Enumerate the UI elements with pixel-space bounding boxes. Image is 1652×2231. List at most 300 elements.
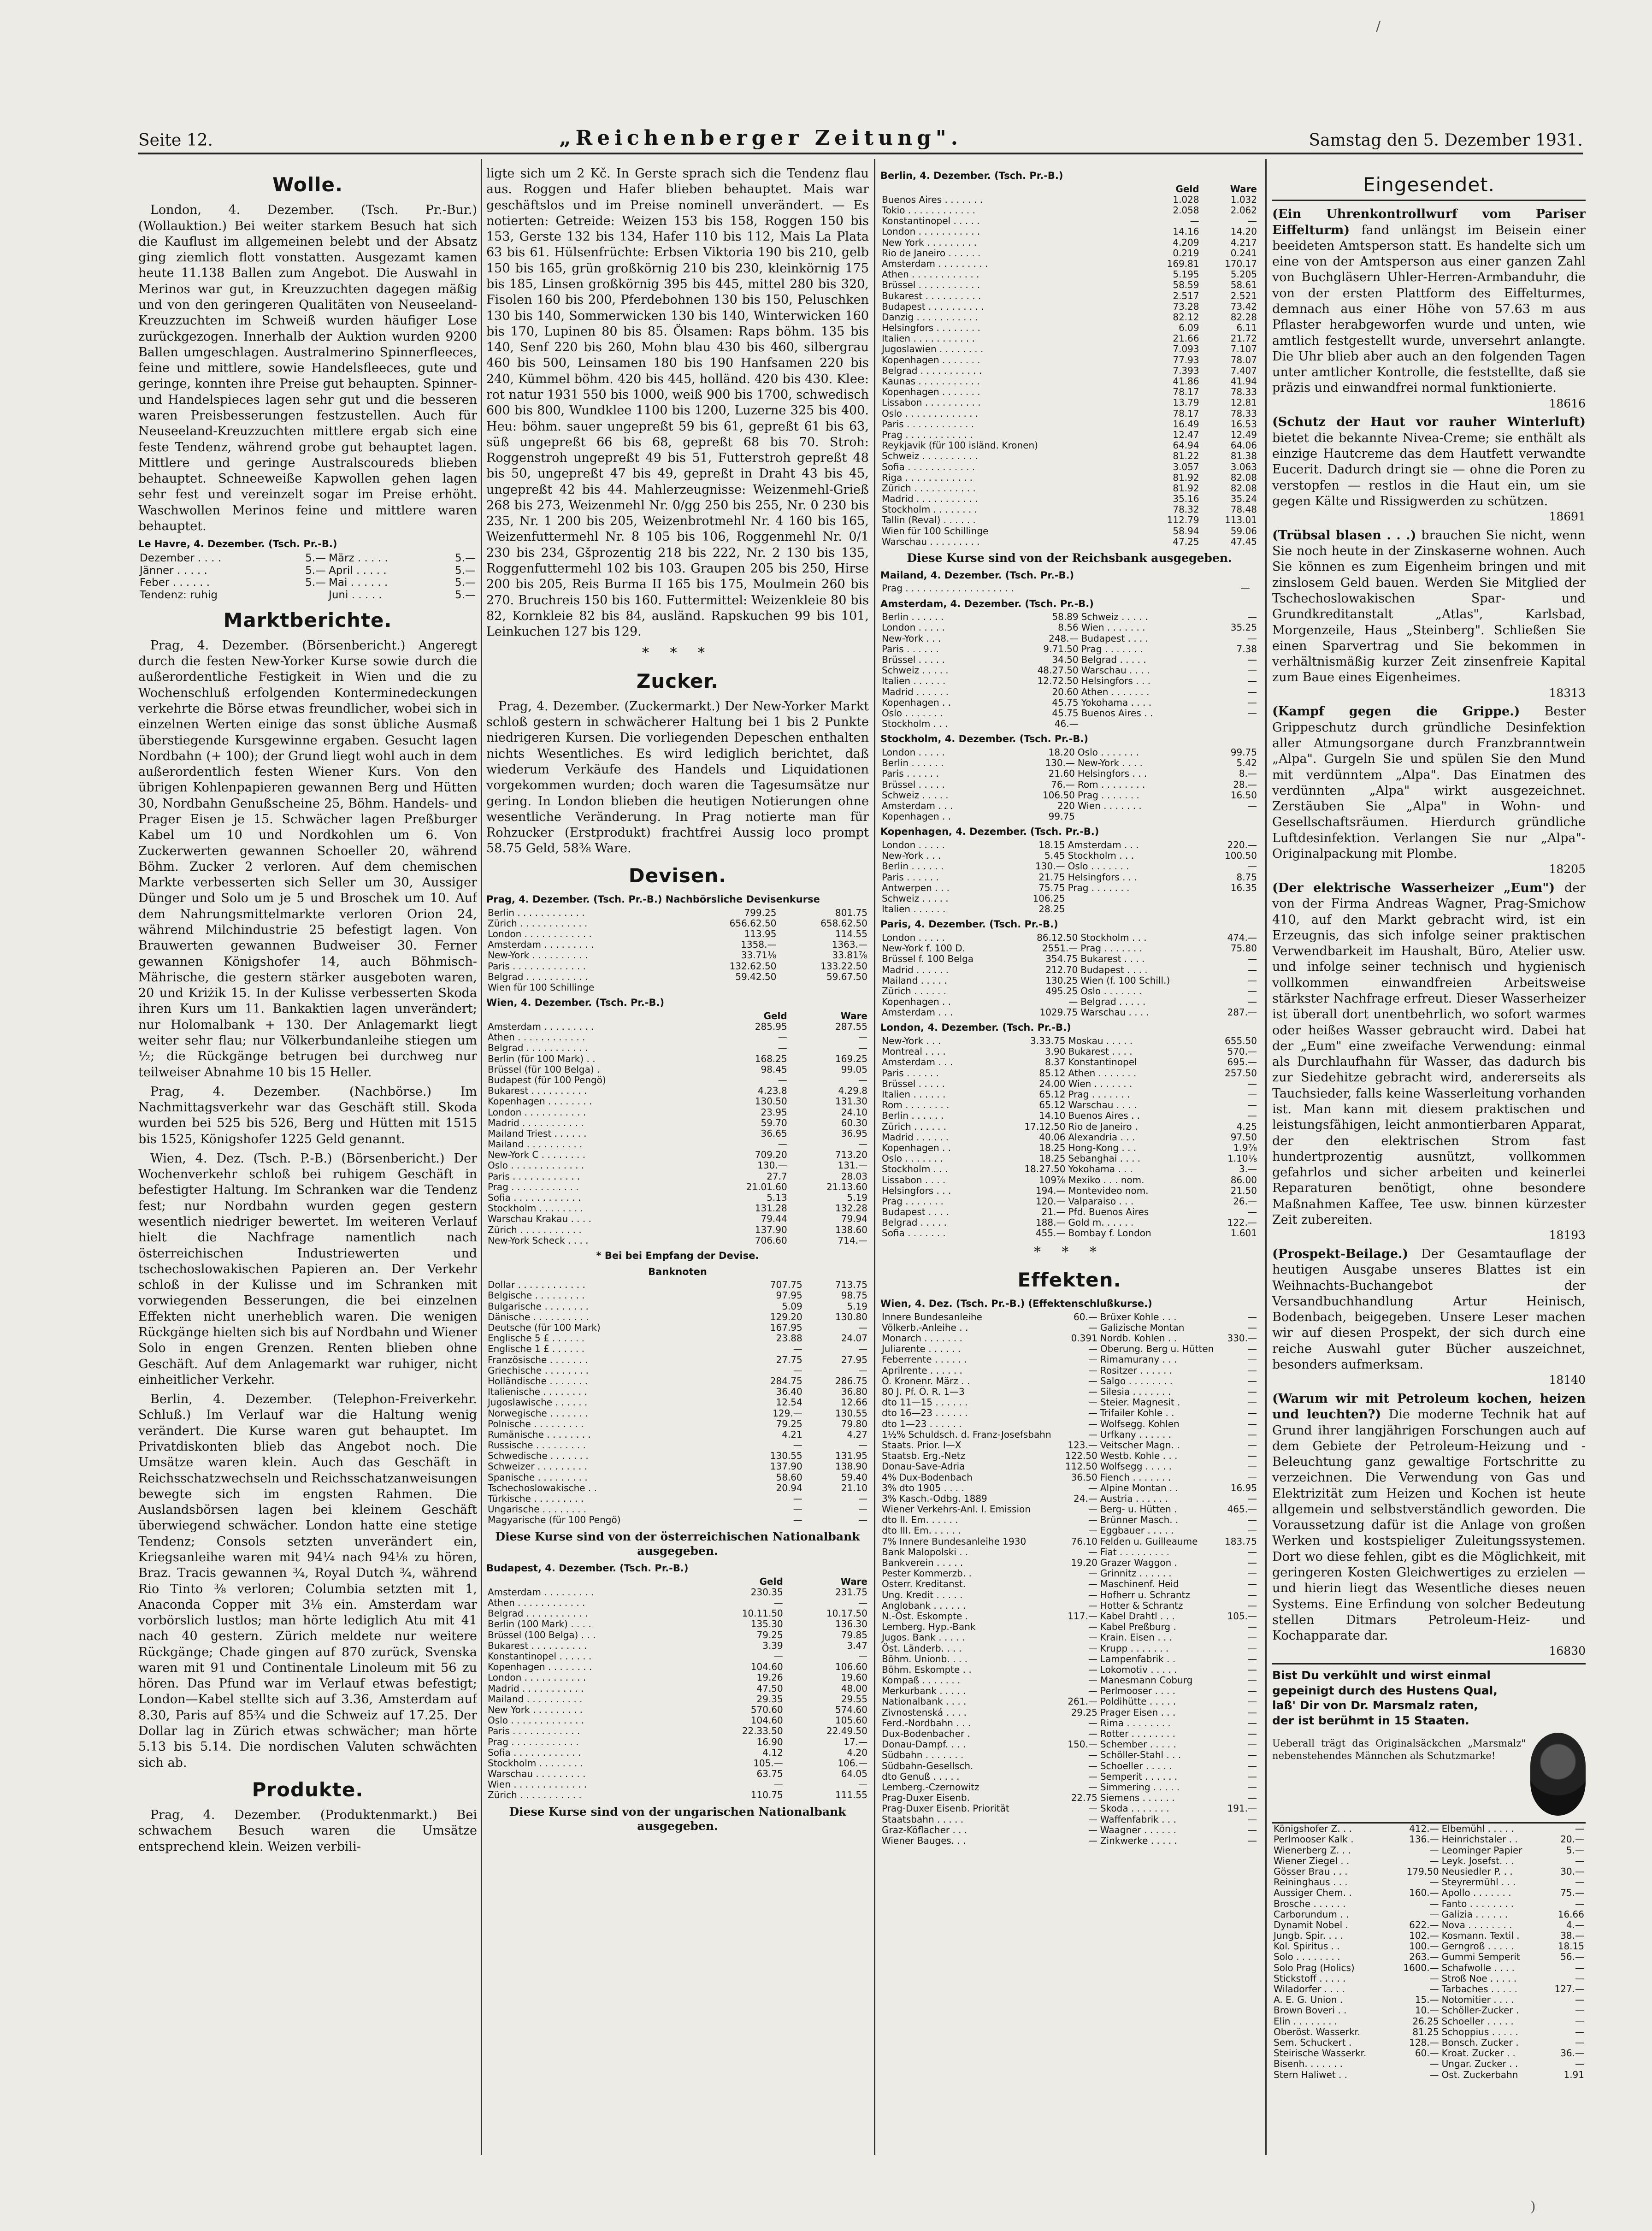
column-1 xyxy=(138,166,477,2157)
table-cell: 188.— xyxy=(1035,1217,1066,1228)
table-cell: Steyrermühl . . . xyxy=(1441,1877,1516,1888)
table-cell: — xyxy=(778,1032,787,1043)
table-row xyxy=(486,1619,869,1629)
table-cell: 48.27.50 xyxy=(1037,665,1079,676)
table-cell: — xyxy=(1575,2016,1584,2027)
table-row xyxy=(880,861,1258,872)
table-cell: Belgrad . . . . . . . . . . . xyxy=(488,1608,588,1619)
section-title-effekten: Effekten. xyxy=(1017,1268,1121,1291)
table-cell: Brown Boveri . . xyxy=(1274,2005,1347,2016)
table-cell: — xyxy=(1575,2059,1584,2070)
table-cell: — xyxy=(1088,1622,1097,1633)
table-row xyxy=(880,462,1258,472)
table-cell: 21.13.60 xyxy=(826,1181,867,1192)
table-cell: 2.521 xyxy=(1230,290,1257,301)
table-cell: — xyxy=(793,1504,802,1515)
table-cell: 5.13 xyxy=(767,1192,787,1203)
table-cell: 102.— xyxy=(1409,1930,1439,1942)
table-cell: Helsingfors . . . xyxy=(1077,768,1147,779)
column-rule xyxy=(481,159,482,2155)
table-cell: 47.45 xyxy=(1230,536,1257,547)
table-cell: Bukarest . . . . xyxy=(1068,1046,1133,1057)
table-cell: Amsterdam . . . xyxy=(1068,839,1139,850)
table-cell: Riga . . . . . . . . . . . . xyxy=(882,472,973,483)
table-cell: — xyxy=(1248,1739,1257,1750)
notice-headline: (Der elektrische Wasserheizer „Eum") xyxy=(1272,881,1555,896)
table-row xyxy=(880,1750,1258,1760)
table-cell: Prag . . . . . . . . . . . . xyxy=(488,1736,579,1747)
table-cell: 18.27.50 xyxy=(1024,1164,1066,1175)
table-row xyxy=(880,1643,1258,1654)
table-cell: 123.— xyxy=(1068,1440,1097,1451)
table-row xyxy=(880,1675,1258,1686)
ad-line: gepeinigt durch des Hustens Qual, xyxy=(1272,1683,1498,1697)
table-cell: Dänische . . . . . . . . . . xyxy=(488,1311,589,1322)
table-row xyxy=(486,1694,869,1705)
table-cell: — xyxy=(1248,1750,1257,1761)
table-cell: — xyxy=(773,1651,783,1662)
table-cell xyxy=(1197,904,1258,915)
table-row xyxy=(486,1096,869,1107)
table-cell: 81.92 xyxy=(1173,483,1199,494)
table-cell: 5.19 xyxy=(847,1192,867,1203)
table-cell: 474.— xyxy=(1227,932,1257,943)
table-cell: 29.25 xyxy=(1071,1707,1097,1718)
table-cell: 64.06 xyxy=(1230,440,1257,451)
table-cell: Bankverein . . . . . xyxy=(882,1558,963,1569)
table-cell: 36.95 xyxy=(841,1128,867,1139)
table-row xyxy=(880,622,1258,633)
table-cell: — xyxy=(1248,800,1257,811)
table-cell: 59.06 xyxy=(1230,525,1257,537)
table-cell: Wien . . . . . . . . . . . . . xyxy=(488,1779,587,1790)
table-cell: Belgrad . . . . . . . . . . . xyxy=(488,1043,588,1054)
table-cell: 27.95 xyxy=(841,1354,867,1365)
table-row xyxy=(486,1493,869,1504)
table-cell: Dux-Bodenbacher . xyxy=(882,1729,970,1740)
table-cell: Belgrad . . . . . xyxy=(1080,997,1146,1008)
table-cell: 495.25 xyxy=(1045,986,1078,997)
notice-number: 18193 xyxy=(1549,1228,1586,1242)
table-cell: 21.50 xyxy=(1230,1185,1257,1196)
table-cell: — xyxy=(1575,2037,1584,2048)
table-cell: Leominger Papier xyxy=(1441,1845,1522,1856)
table-cell: — xyxy=(1088,1760,1097,1771)
table-cell: 20.60 xyxy=(1052,686,1079,697)
table-cell: 131.— xyxy=(838,1160,867,1171)
table-row xyxy=(880,1803,1258,1814)
table-row xyxy=(1272,2059,1586,2069)
table-cell: — xyxy=(1248,1375,1257,1387)
table-cell: — xyxy=(1575,1898,1584,1909)
table-cell: 47.25 xyxy=(1173,536,1199,547)
notice-headline: (Schutz der Haut vor rauher Winterluft) xyxy=(1272,415,1586,430)
table-row xyxy=(486,982,869,993)
table-cell: — xyxy=(1248,1782,1257,1793)
table-row xyxy=(1272,2070,1586,2080)
table-cell: 3.063 xyxy=(1230,461,1257,472)
table-cell: Rimamurany . . . xyxy=(1100,1354,1177,1365)
table-cell: — xyxy=(1088,1579,1097,1590)
table-cell: 7.093 xyxy=(1173,344,1199,355)
devisen-note: * Bei bei Empfang der Devise. xyxy=(596,1250,759,1261)
table-cell: 1.10⅛ xyxy=(1227,1153,1257,1164)
table-cell: 8.75 xyxy=(1236,872,1257,883)
table-cell: 105.— xyxy=(753,1758,783,1769)
table-cell: A. E. G. Union . xyxy=(1274,1995,1343,2006)
table-cell: Zivnostenská . . . . xyxy=(882,1707,967,1718)
table-cell: Stockholm . . . xyxy=(1068,850,1134,862)
table-cell: Sofia . . . . . . . . . . . . xyxy=(488,1192,581,1203)
table-cell: Jungb. Spir. . . . xyxy=(1274,1930,1344,1942)
table-cell: — xyxy=(1429,1909,1439,1920)
table-cell: — xyxy=(1088,1546,1097,1558)
table-cell: — xyxy=(1088,1675,1097,1686)
table-row xyxy=(880,1590,1258,1600)
table-row xyxy=(486,1225,869,1235)
table-cell: 132.28 xyxy=(835,1203,867,1214)
table-cell: Oslo . . . . . . . . . . . . . xyxy=(488,1715,584,1726)
table-cell: 3.057 xyxy=(1173,461,1199,472)
table-cell: 1.601 xyxy=(1230,1228,1257,1239)
notice-nivea xyxy=(1272,414,1586,524)
table-cell: — xyxy=(1248,1632,1257,1643)
table-cell: Öst. Länderb. . . . xyxy=(882,1643,962,1654)
budapest-table xyxy=(486,1576,869,1801)
table-cell: Kopenhagen . . xyxy=(882,811,951,822)
table-cell: 7.407 xyxy=(1230,365,1257,376)
table-row xyxy=(880,355,1258,366)
table-cell: 106.25 xyxy=(1032,893,1065,904)
table-cell: Athen . . . . . . . . . . . . xyxy=(488,1598,585,1609)
table-cell: Zürich . . . . . . . . . . . xyxy=(488,1790,582,1801)
table-cell: — xyxy=(1575,1962,1584,1973)
table-row xyxy=(486,1758,869,1769)
table-cell: — xyxy=(1088,1397,1097,1408)
table-cell: 105.60 xyxy=(835,1715,867,1726)
table-cell: 20.94 xyxy=(776,1482,802,1493)
table-cell: 79.44 xyxy=(761,1214,787,1225)
table-cell: 183.75 xyxy=(1225,1536,1257,1547)
table-cell: 113.95 xyxy=(744,929,777,940)
table-cell xyxy=(687,982,778,993)
table-cell: 27.75 xyxy=(776,1354,802,1365)
table-cell: 100.50 xyxy=(1225,850,1257,862)
table-cell xyxy=(1067,904,1197,915)
table-cell: 1363.— xyxy=(832,939,867,950)
table-row xyxy=(880,472,1258,483)
table-row xyxy=(880,697,1258,708)
table-row xyxy=(880,1771,1258,1782)
table-row xyxy=(880,758,1258,768)
section-title-zucker: Zucker. xyxy=(636,669,719,692)
table-cell: 137.90 xyxy=(755,1224,787,1235)
table-cell: Wien (f. 100 Schill.) xyxy=(1080,975,1170,986)
table-row xyxy=(880,1100,1258,1110)
newspaper-title: „Reichenberger Zeitung". xyxy=(559,126,963,150)
table-cell: 6.11 xyxy=(1236,323,1257,334)
table-cell: — xyxy=(1248,1110,1257,1121)
table-row xyxy=(880,269,1258,280)
article-wien-boerse: Wien, 4. Dez. (Tsch. P.-B.) (Börsenbericht.) Der Wochenverkehr schloß bei ruhigem Geschäft in befestigter Haltung. Im Schranken war die Tendenz fest; nur Nordbahn wurden gegen gestern wesentlich niedriger bewertet. Im weiteren Verlauf hielt die Nachfrage namentlich nach österreichischen Industriewerten und tschechoslowakischen Papieren an. Der Verkehr schloß in der Kulisse und im Schranken mit vorwiegenden Besserungen, die bei einzelnen Effekten nicht unerheblich waren. Die wenigen Rückgänge hielten sich bis auf Nordbahn und Wiener Solo in engen Grenzen. Renten blieben ohne Geschäft. Auf dem Anlagemarkt war ruhiger, nicht einheitlicher Verkehr. xyxy=(138,1151,477,1387)
table-row xyxy=(486,1107,869,1118)
table-row xyxy=(880,323,1258,333)
table-cell: 230.35 xyxy=(750,1587,783,1598)
table-cell: 35.24 xyxy=(1230,494,1257,505)
table-cell: Siemens . . . . . . xyxy=(1100,1793,1175,1804)
table-cell: Jugoslawien . . . . . . . . xyxy=(882,344,984,355)
table-cell: Brüssel (100 Belga) . . . xyxy=(488,1629,596,1641)
table-row xyxy=(880,768,1258,779)
column-header: Geld xyxy=(763,1010,787,1021)
table-row xyxy=(486,918,869,929)
table-cell: Brüssel . . . . . xyxy=(882,655,945,666)
table-cell: Mexiko . . . nom. xyxy=(1068,1175,1145,1186)
table-cell: 23.88 xyxy=(776,1333,802,1344)
table-row xyxy=(880,259,1258,269)
table-cell: 79.25 xyxy=(756,1629,783,1641)
table-cell: 73.42 xyxy=(1230,301,1257,312)
table-cell: 130.55 xyxy=(835,1408,867,1419)
table-cell: Belgische . . . . . . . . . xyxy=(488,1290,585,1301)
table-cell: Warschau Krakau . . . . xyxy=(488,1214,591,1225)
table-cell: 45.75 xyxy=(1052,708,1079,719)
table-cell: — xyxy=(793,1515,802,1526)
table-cell: 713.20 xyxy=(835,1150,867,1161)
table-cell: 82.12 xyxy=(1173,312,1199,323)
table-row xyxy=(486,1737,869,1747)
table-cell: Gold m. . . . . . xyxy=(1068,1217,1134,1228)
table-cell: Brüssel f. 100 Belga xyxy=(882,954,974,965)
table-cell: 130.80 xyxy=(835,1311,867,1322)
table-cell: — xyxy=(1248,1461,1257,1472)
table-cell: — xyxy=(1088,1568,1097,1579)
table-cell: Südbahn-Gesellsch. xyxy=(882,1760,974,1771)
table-row xyxy=(880,1739,1258,1750)
table-cell: — xyxy=(1248,1558,1257,1569)
notice-body: bietet die bekannte Nivea-Creme; sie enthält als einzige Hautcreme das dem Hautfett verwandte Eucerit. Dadurch dringt sie — ohne die Poren zu verstopfen — restlos in die Haut ein, um sie gegen Kälte und Rissigwerden zu schützen. xyxy=(1272,431,1586,508)
table-cell: 285.95 xyxy=(755,1021,787,1032)
table-row xyxy=(1272,1909,1586,1920)
table-cell: 56.— xyxy=(1560,1952,1584,1963)
table-cell: Prag . . . . . . . xyxy=(882,1196,944,1207)
table-cell: 78.48 xyxy=(1230,504,1257,515)
table-cell: dto II. Em. . . . . . xyxy=(882,1515,958,1526)
table-cell: 58.60 xyxy=(776,1472,802,1483)
table-row xyxy=(486,1333,869,1344)
table-cell: — xyxy=(858,1493,867,1504)
table-cell: 8.37 xyxy=(1044,1057,1066,1068)
effekten-heading: Wien, 4. Dez. (Tsch. Pr.-B.) (Effektenschlußkurse.) xyxy=(880,1298,1152,1310)
table-cell: 14.16 xyxy=(1173,226,1199,237)
table-cell: — xyxy=(858,1504,867,1515)
table-cell: 58.61 xyxy=(1230,280,1257,291)
table-cell: Nova . . . . . . . . xyxy=(1441,1919,1512,1930)
table-cell: Bukarest . . . . xyxy=(1080,954,1145,965)
table-row xyxy=(880,397,1258,408)
table-cell: Kopenhagen . . . . . . . xyxy=(882,354,980,366)
table-cell: 97.50 xyxy=(1230,1132,1257,1143)
margin-mark: ) xyxy=(1530,2199,1536,2215)
notice-headline: (Prospekt-Beilage.) xyxy=(1272,1246,1409,1261)
table-cell: 12.72.50 xyxy=(1037,676,1079,687)
table-cell: 287.55 xyxy=(835,1021,867,1032)
column-header xyxy=(880,184,1143,195)
table-cell: Buenos Aires . . xyxy=(1068,1110,1140,1121)
table-cell: Athen . . . . . . . . . . . . xyxy=(488,1032,585,1043)
table-cell: Brüssel . . . . . . . . . . . xyxy=(882,280,980,291)
table-row xyxy=(880,790,1258,801)
table-row xyxy=(880,451,1258,461)
table-cell: Helsingfors . . . xyxy=(882,1185,951,1196)
notice-eum xyxy=(1272,880,1586,1243)
table-cell: Berlin . . . . . . xyxy=(882,1110,944,1121)
table-cell: 707.75 xyxy=(770,1280,802,1291)
table-cell: Jugos. Bank . . . . . xyxy=(882,1632,965,1643)
table-cell: 8.56 xyxy=(1058,622,1079,633)
notice-petroleum xyxy=(1272,1391,1586,1658)
table-cell: 135.30 xyxy=(750,1619,783,1630)
table-row xyxy=(880,1036,1258,1046)
table-cell: 27.7 xyxy=(767,1171,787,1182)
table-row xyxy=(880,850,1258,861)
table-cell: — xyxy=(1575,1823,1584,1835)
table-cell: Sofia . . . . . . . . . . . . xyxy=(882,461,975,472)
table-cell: Paris . . . . . . xyxy=(882,643,939,655)
table-row xyxy=(880,1110,1258,1121)
table-cell: Zürich . . . . . . . . . . . xyxy=(882,483,976,494)
table-cell: Paris . . . . . . xyxy=(882,872,939,883)
table-row xyxy=(486,1715,869,1726)
table-row xyxy=(880,440,1258,451)
table-cell: Prag . . . . . . . xyxy=(1081,643,1143,655)
table-cell: Fanto . . . . . . . . xyxy=(1441,1898,1514,1909)
table-row xyxy=(880,1079,1258,1089)
table-cell: Bulgarische . . . . . . . . xyxy=(488,1301,589,1312)
table-cell: Italien . . . . . . xyxy=(882,1089,946,1100)
table-row xyxy=(880,1707,1258,1718)
column-header: Ware xyxy=(1230,183,1257,195)
table-cell: 150.— xyxy=(1068,1739,1097,1750)
table-cell: Schweiz . . . . . xyxy=(882,665,949,676)
table-cell: 257.50 xyxy=(1225,1068,1257,1079)
table-cell: 78.17 xyxy=(1173,408,1199,419)
table-cell: Montreal . . . . xyxy=(882,1046,946,1057)
table-cell: Sofia . . . . . . . . . . . . xyxy=(488,1747,581,1758)
page-header xyxy=(138,118,1583,154)
table-cell: 100.— xyxy=(1409,1941,1439,1952)
table-row xyxy=(880,483,1258,494)
table-cell: New York . . . . . . . . . xyxy=(882,237,977,248)
table-cell: Stockholm . . . xyxy=(1080,932,1147,943)
table-row xyxy=(880,1153,1258,1164)
table-cell: dto III. Em. . . . . . xyxy=(882,1525,961,1536)
table-cell: 40.06 xyxy=(1039,1132,1066,1143)
table-cell: Prag . . . . . . . . . . . . . . . . . . . xyxy=(882,583,1014,594)
table-row xyxy=(880,537,1258,547)
table-cell: Lokomotiv . . . . . xyxy=(1100,1664,1177,1675)
table-row xyxy=(1272,2016,1586,2027)
table-cell: — xyxy=(793,1344,802,1355)
table-cell: 18.15 xyxy=(1038,839,1065,850)
table-cell: Schweiz . . . . . xyxy=(1081,612,1148,623)
table-cell: — xyxy=(858,1779,867,1790)
table-cell: Leyk. Josefst. . . xyxy=(1441,1855,1514,1866)
table-cell: 0.219 xyxy=(1173,248,1199,259)
table-row xyxy=(880,1121,1258,1132)
margin-mark: / xyxy=(1376,18,1381,35)
table-row xyxy=(486,1160,869,1171)
table-row xyxy=(880,344,1258,354)
table-cell: 35.16 xyxy=(1173,494,1199,505)
table-cell: Lampenfabrik . . xyxy=(1100,1653,1176,1664)
oesterreichische-nationalbank-note: Diese Kurse sind von der österreichischen Nationalbank ausgegeben. xyxy=(495,1529,860,1558)
table-cell: — xyxy=(1248,216,1257,227)
table-cell: Kopenhagen . . xyxy=(882,697,951,708)
table-cell: Budapest . . . . xyxy=(882,1207,949,1218)
table-row xyxy=(880,665,1258,676)
table-cell: 105.— xyxy=(1227,1611,1257,1622)
table-cell: — xyxy=(1248,1207,1257,1218)
table-cell: 76.10 xyxy=(1071,1536,1097,1547)
ad-line: der ist berühmt in 15 Staaten. xyxy=(1272,1713,1469,1727)
table-cell: Schweizer . . . . . . . . . xyxy=(488,1461,588,1472)
table-cell: Paris . . . . . . . . . . . . . xyxy=(488,961,586,972)
stockholm-heading: Stockholm, 4. Dezember. (Tsch. Pr.-B.) xyxy=(880,733,1088,745)
table-cell: Spanische . . . . . . . . . xyxy=(488,1472,588,1483)
table-cell: Rio de Janeiro . xyxy=(1068,1121,1138,1132)
table-cell: 354.75 xyxy=(1045,954,1078,965)
table-cell: 0.391 xyxy=(1071,1333,1097,1344)
table-row xyxy=(486,1429,869,1440)
article-zucker: Prag, 4. Dezember. (Zuckermarkt.) Der New-Yorker Markt schloß gestern in schwächerer Haltung bei 1 bis 2 Punkte niedrigeren Kursen. Die vorliegenden Depeschen enthalten nichts Wesentliches. Es wird lediglich berichtet, daß wiederum Verkäufe des Handels und Liquidationen vorgekommen wurden; doch waren die Tagesumsätze nur gering. In London blieben die heutigen Notierungen ohne wesentliche Veränderung. In Prag notierte man für Rohzucker (Erstprodukt) frachtfrei Aussig loco prompt 58.75 Geld, 58⅜ Ware. xyxy=(486,699,869,856)
table-row xyxy=(880,747,1258,758)
table-cell: Skoda . . . . . . . xyxy=(1100,1803,1169,1814)
table-row xyxy=(486,1139,869,1150)
table-cell: dto 16—23 . . . . . . xyxy=(882,1408,968,1419)
table-cell: — xyxy=(1248,708,1257,719)
table-cell: 4.23.8 xyxy=(758,1086,787,1097)
table-row xyxy=(486,1683,869,1694)
table-cell: — xyxy=(1429,1877,1439,1888)
table-row xyxy=(880,719,1258,729)
table-cell: — xyxy=(1248,1835,1257,1846)
table-cell: 133.22.50 xyxy=(820,961,867,972)
table-row xyxy=(880,904,1258,915)
table-row xyxy=(880,1483,1258,1493)
table-cell: 117.— xyxy=(1068,1611,1097,1622)
table-cell: Buenos Aires . . xyxy=(1081,708,1153,719)
table-cell: Tschechoslowakische . . xyxy=(488,1482,597,1493)
table-cell: 109⅞ xyxy=(1038,1175,1066,1186)
table-row xyxy=(486,1344,869,1354)
table-cell: Oslo . . . . . . . . . . . . . xyxy=(882,408,979,419)
table-row xyxy=(880,1217,1258,1228)
table-cell: — xyxy=(1088,1664,1097,1675)
table-cell: Berlin . . . . . . . . . . . . xyxy=(488,907,585,918)
table-row xyxy=(486,1054,869,1064)
table-cell: Stockholm . . . xyxy=(882,719,948,730)
table-row xyxy=(486,1043,869,1053)
table-cell: — xyxy=(1088,1482,1097,1493)
table-cell: Schwedische . . . . . . . xyxy=(488,1451,589,1462)
table-row xyxy=(880,1729,1258,1739)
table-cell: London . . . . . . . . . . . xyxy=(488,1672,586,1683)
table-row xyxy=(486,1769,869,1779)
table-cell: 2551.— xyxy=(1042,943,1078,954)
table-cell: Oberung. Berg u. Hütten xyxy=(1100,1344,1214,1355)
table-cell: Nordb. Kohlen . . xyxy=(1100,1333,1177,1344)
